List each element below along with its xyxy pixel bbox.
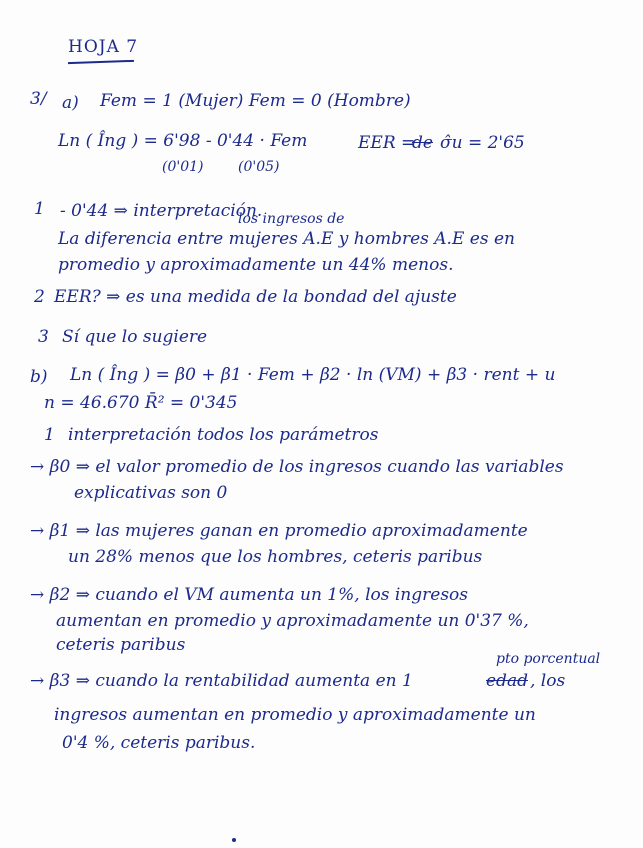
beta1-line1: → β1 ⇒ las mujeres ganan en promedio aproximadamente	[30, 521, 528, 541]
sheet-title: HOJA 7	[68, 37, 139, 57]
model-a-equation: Ln ( Îng ) = 6'98 - 0'44 · Fem	[58, 131, 308, 151]
beta2-line2: aumentan en promedio y aproximadamente un 0'37 %,	[56, 611, 529, 631]
b-q1-text: interpretación todos los parámetros	[68, 425, 379, 445]
q2-label: 2	[34, 287, 45, 307]
eer-value: σ̂u = 2'65	[440, 133, 525, 153]
q1-answer-line1: La diferencia entre mujeres A.E y hombres A.E es en	[58, 229, 515, 249]
beta0-line2: explicativas son 0	[74, 483, 228, 503]
model-b-stats: n = 46.670 R̄² = 0'345	[44, 393, 238, 413]
beta3-insert: pto porcentual	[496, 651, 601, 667]
part-b-label: b)	[30, 367, 48, 387]
beta0-line1: → β0 ⇒ el valor promedio de los ingresos cuando las variables	[30, 457, 564, 477]
q2-text: EER? ⇒ es una medida de la bondad del ajuste	[54, 287, 457, 307]
beta3-line1-end: , los	[530, 671, 566, 691]
q1-answer-line2: promedio y aproximadamente un 44% menos.	[58, 255, 454, 275]
q1-text: - 0'44 ⇒ interpretación.	[60, 201, 263, 221]
beta3-line2: ingresos aumentan en promedio y aproximadamente un	[54, 705, 536, 725]
q1-label: 1	[34, 199, 45, 219]
beta2-line1: → β2 ⇒ cuando el VM aumenta un 1%, los ingresos	[30, 585, 469, 605]
se-fem: (0'05)	[238, 159, 280, 175]
beta3-line3: 0'4 %, ceteris paribus.	[62, 733, 256, 753]
beta3-line1: → β3 ⇒ cuando la rentabilidad aumenta en 1	[30, 671, 413, 691]
beta2-line3: ceteris paribus	[56, 635, 186, 655]
ink-dot	[232, 838, 236, 842]
title-underline	[68, 60, 134, 64]
beta1-line2: un 28% menos que los hombres, ceteris paribus	[68, 547, 483, 567]
eer-prefix: EER =	[358, 133, 416, 153]
q1-insert: los ingresos de	[238, 211, 345, 227]
model-b-equation: Ln ( Îng ) = β0 + β1 · Fem + β2 · ln (VM) + β3 · rent + u	[70, 365, 556, 385]
beta3-struck: edad	[486, 671, 528, 691]
fem-definition: Fem = 1 (Mujer) Fem = 0 (Hombre)	[100, 91, 411, 111]
q3-label: 3	[38, 327, 49, 347]
se-constant: (0'01)	[162, 159, 204, 175]
eer-struck: de	[412, 133, 433, 153]
b-q1-label: 1	[44, 425, 55, 445]
part-a-label: a)	[62, 93, 79, 113]
exercise-number: 3/	[30, 89, 47, 109]
q3-text: Sí que lo sugiere	[62, 327, 208, 347]
